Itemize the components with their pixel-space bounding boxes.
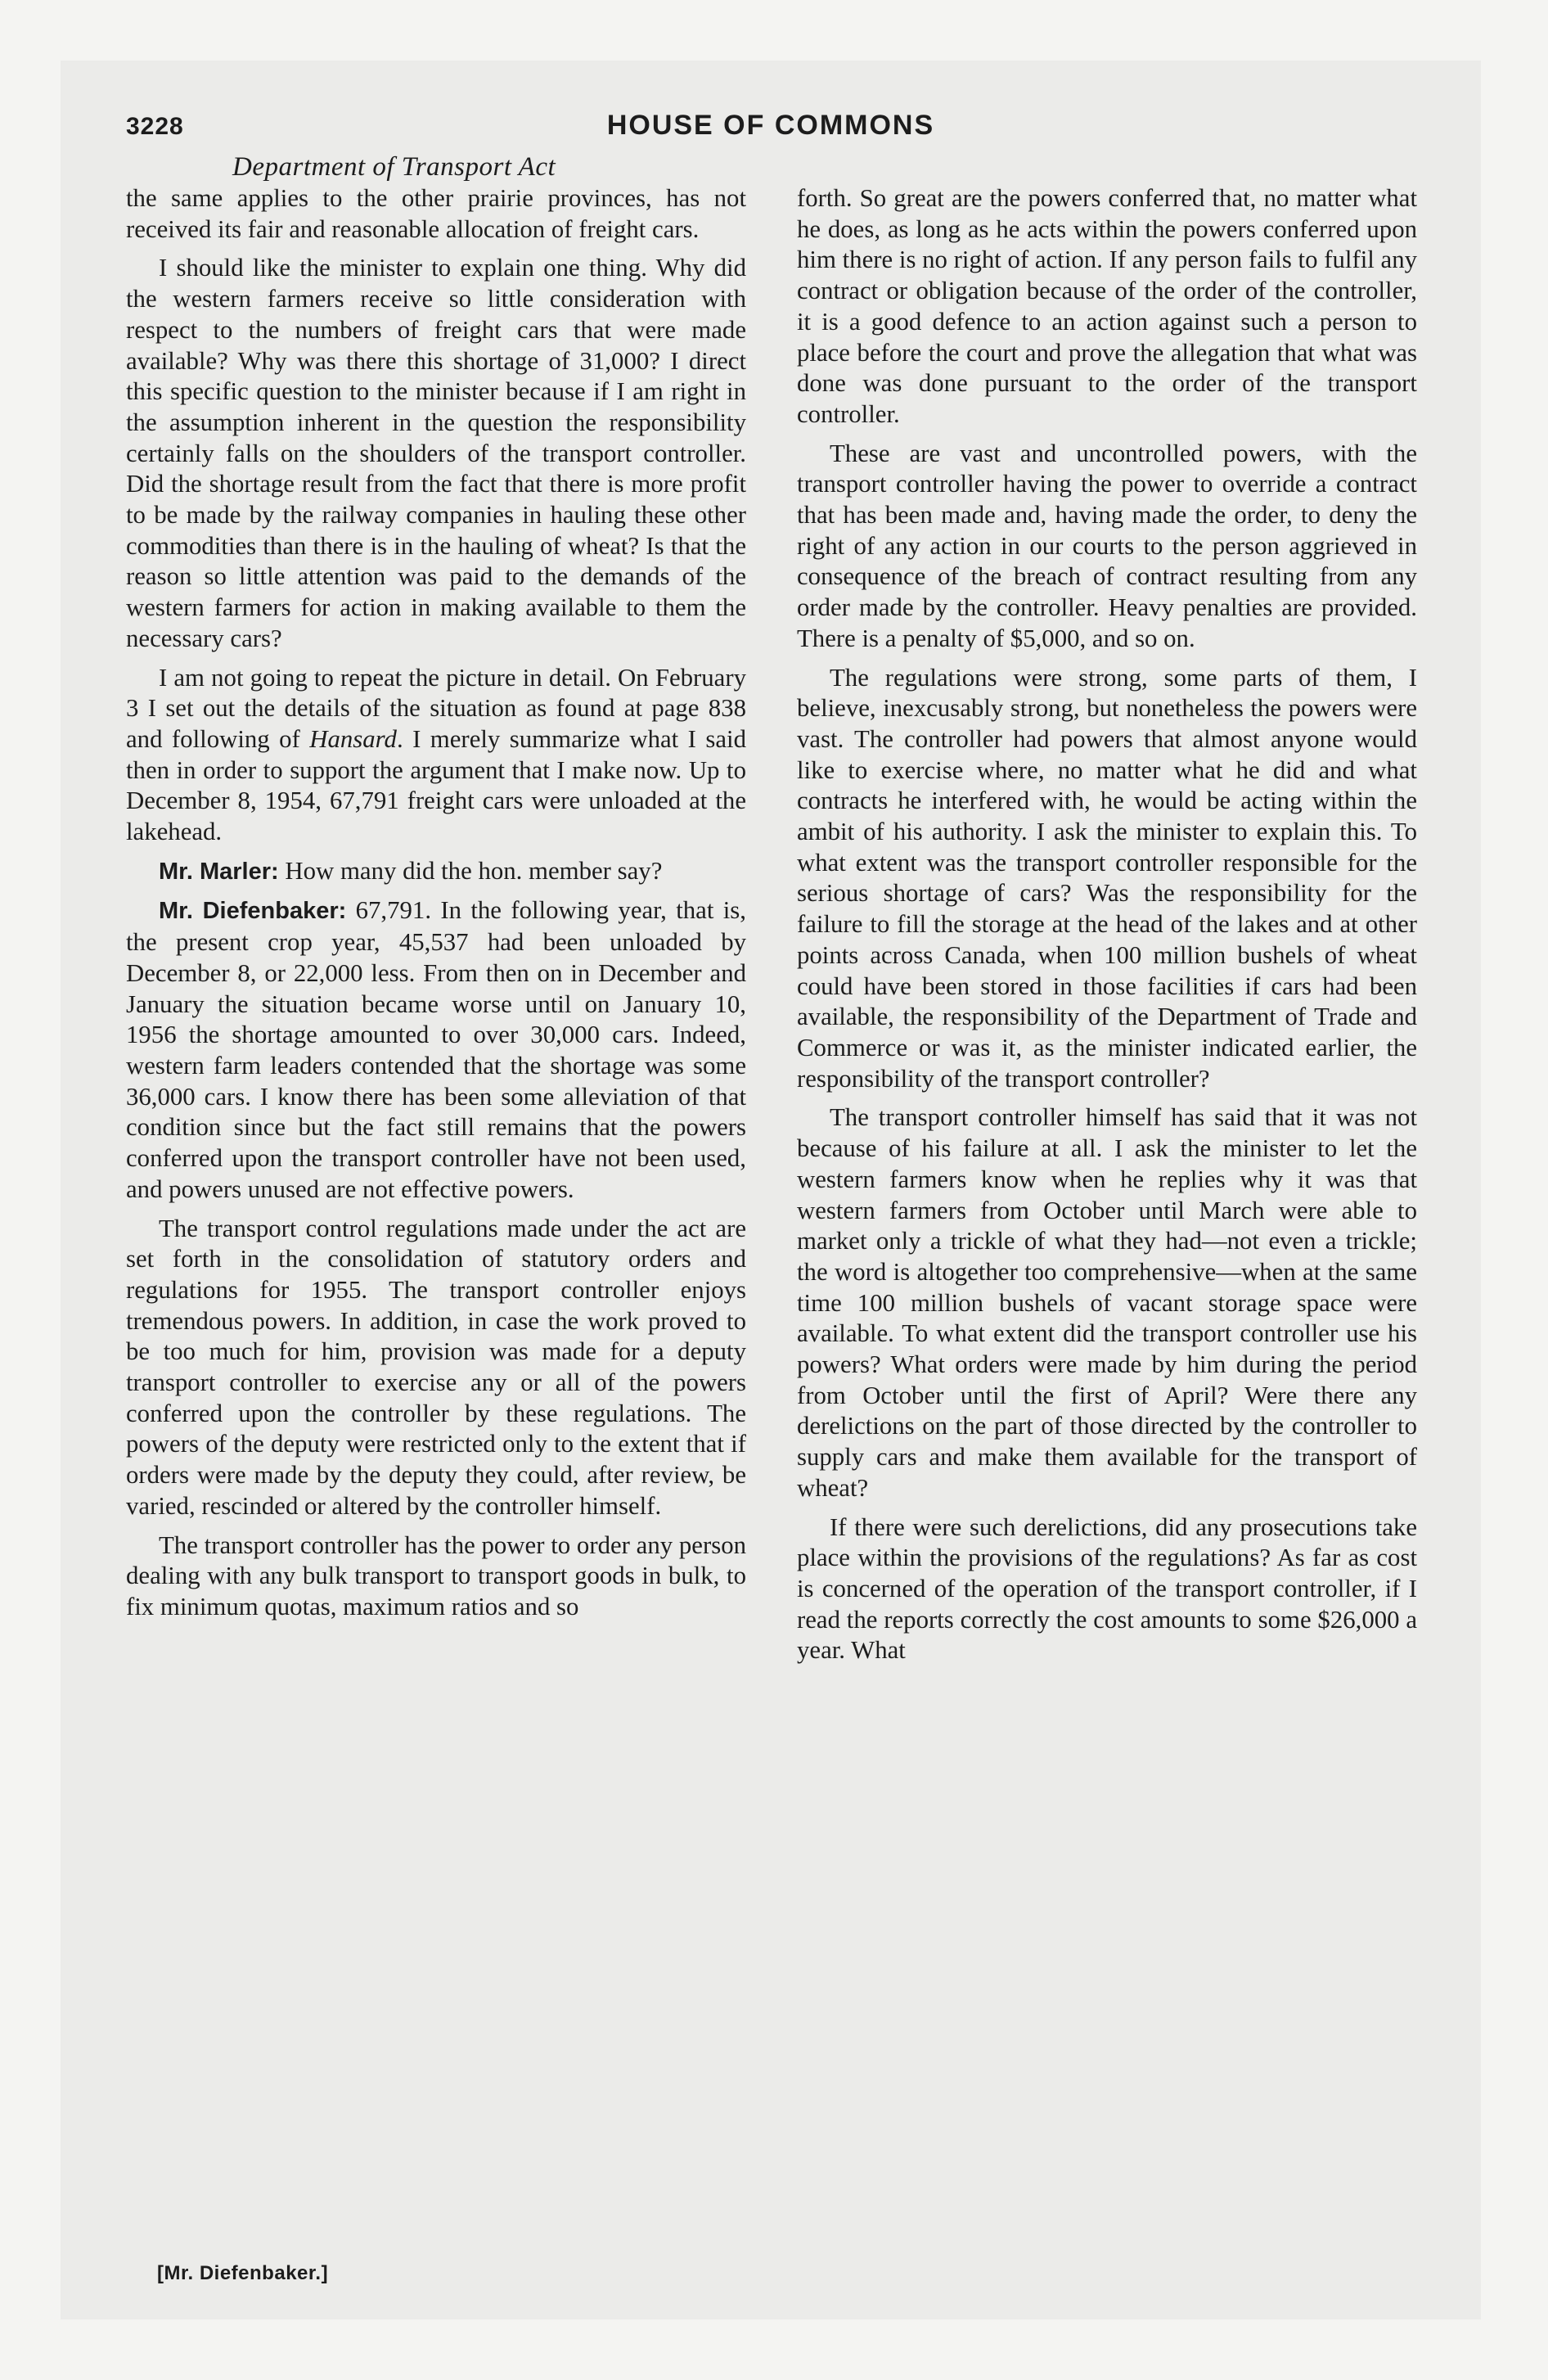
- running-title: HOUSE OF COMMONS: [606, 110, 935, 141]
- paragraph: These are vast and uncontrolled powers, with the transport controller having the power to override a contract that has been made and, having made the order, to deny the right of any action in our courts to the person aggrieved in consequence of the breach of contract resulting from any order made by the controller. Heavy penalties are provided. There is a penalty of $5,000, and so on.: [797, 439, 1417, 652]
- paragraph-text: I am not going to repeat the picture in detail. On February 3 I set out the details of the situation as found at page 838 and following of: [126, 663, 746, 753]
- paragraph-text: . I merely summarize what I said then in order to support the argument that I make now. Up to December 8, 1954, 67,791 freight cars were unloaded at the lakehead.: [126, 724, 746, 846]
- paragraph: the same applies to the other prairie provinces, has not received its fair and reasonable allocation of freight cars.: [126, 184, 746, 243]
- speaker-name: Mr. Diefenbaker:: [159, 898, 347, 925]
- speech-text: How many did the hon. member say?: [278, 856, 663, 885]
- paragraph: I should like the minister to explain one thing. Why did the western farmers receive so little consideration with respect to the numbers of freight cars that were made available? Why was there this shortage of 31,000? I direct this specific question to the minister because if I am right in the assumption inherent in the question the responsibility certainly falls on the shoulders of the transport controller. Did the shortage result from the fact that there is more profit to be made by the railway companies in hauling these other commodities than there is in the hauling of wheat? Is that the reason so little attention was paid to the demands of the western farmers for action in making available to them the necessary cars?: [126, 254, 746, 652]
- paragraph: The regulations were strong, some parts of them, I believe, inexcusably strong, but nonetheless the powers were vast. The controller had powers that almost anyone would like to exercise where, no matter what he did and what contracts he interfered with, he would be acting within the ambit of his authority. I ask the minister to explain this. To what extent was the transport controller responsible for the serious shortage of cars? Was the responsibility for the failure to fill the storage at the head of the lakes and at other points across Canada, when 100 million bushels of wheat could have been stored in those facilities if cars had been available, the responsibility of the Department of Trade and Commerce or was it, as the minister indicated earlier, the responsibility of the transport controller?: [797, 663, 1417, 1093]
- speech-paragraph: [126, 856, 746, 888]
- hansard-reference: Hansard: [309, 724, 397, 753]
- footer-speaker-tag: [Mr. Diefenbaker.]: [157, 2262, 329, 2284]
- paragraph: The transport controller himself has said that it was not because of his failure at all. I ask the minister to let the western farmers know when he replies why it was that western farmers from October until March were able to market only a trickle of what they had—not even a trickle; the word is altogether too comprehensive—when at the same time 100 million bushels of vacant storage space were available. To what extent did the transport controller use his powers? What orders were made by him during the period from October until the first of April? Were there any derelictions on the part of those directed by the controller to supply cars and make them available for the transport of wheat?: [797, 1103, 1417, 1502]
- page-sheet: [61, 61, 1481, 2319]
- speech-paragraph: [126, 895, 746, 1205]
- paragraph: [126, 663, 746, 848]
- page-header: [126, 110, 1415, 151]
- paragraph: The transport controller has the power to order any person dealing with any bulk transport to transport goods in bulk, to fix minimum quotas, maximum ratios and so: [126, 1530, 746, 1620]
- page-number: 3228: [126, 113, 184, 140]
- paragraph: The transport control regulations made under the act are set forth in the consolidation of statutory orders and regulations for 1955. The transport controller enjoys tremendous powers. In addition, in case the work proved to be too much for him, provision was made for a deputy transport controller to exercise any or all of the powers conferred upon the controller by these regulations. The powers of the deputy were restricted only to the extent that if orders were made by the deputy they could, after review, be varied, rescinded or altered by the controller himself.: [126, 1214, 746, 1520]
- speech-text: 67,791. In the following year, that is, the present crop year, 45,537 had been unloaded by December 8, or 22,000 less. From then on in December and January the situation became worse until on January 10, 1956 the shortage amounted to over 30,000 cars. Indeed, western farm leaders contended that the shortage was some 36,000 cars. I know there has been some alleviation of that condition since but the fact still remains that the powers conferred upon the transport controller have not been used, and powers unused are not effective powers.: [126, 896, 746, 1203]
- paragraph: If there were such derelictions, did any prosecutions take place within the provisions of the regulations? As far as cost is concerned of the operation of the transport controller, if I read the reports correctly the cost amounts to some $26,000 a year. What: [797, 1512, 1417, 1665]
- speaker-name: Mr. Marler:: [159, 858, 279, 885]
- section-title: Department of Transport Act: [232, 152, 556, 182]
- left-column: [126, 183, 746, 1631]
- right-column: [797, 183, 1417, 1675]
- paragraph: forth. So great are the powers conferred that, no matter what he does, as long as he acts within the powers conferred upon him there is no right of action. If any person fails to fulfil any contract or obligation because of the order of the controller, it is a good defence to an action against such a person to place before the court and prove the allegation that what was done was done pursuant to the order of the transport controller.: [797, 184, 1417, 428]
